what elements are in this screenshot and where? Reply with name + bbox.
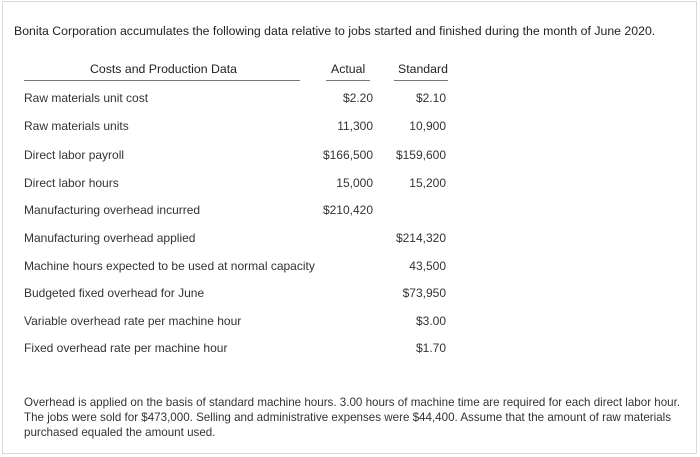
- table-row: [0, 286, 700, 302]
- row-standard-value: 43,500: [409, 259, 446, 273]
- table-row: [0, 259, 700, 275]
- problem-note: Overhead is applied on the basis of standard machine hours. 3.00 hours of machine time are required for each direct labor hour. The jobs were sold for $473,000. Selling and administrative expenses were $44,400. Assume that the amount of raw materials purchased equaled the amount used.: [24, 396, 681, 439]
- row-label: Budgeted fixed overhead for June: [24, 286, 205, 300]
- table-row: [0, 341, 700, 357]
- table-row: [0, 314, 700, 330]
- row-label: Manufacturing overhead applied: [24, 231, 196, 245]
- row-actual-value: $166,500: [322, 148, 373, 162]
- table-row: [0, 231, 700, 247]
- row-standard-value: $214,320: [395, 231, 446, 245]
- table-row: [0, 176, 700, 192]
- row-standard-value: $3.00: [415, 314, 446, 328]
- row-label: Fixed overhead rate per machine hour: [24, 341, 228, 355]
- row-standard-value: 15,200: [409, 176, 446, 190]
- header-underline-costs: [24, 80, 300, 81]
- row-label: Direct labor payroll: [24, 148, 125, 162]
- header-costs: Costs and Production Data: [90, 62, 237, 76]
- row-actual-value: 11,300: [337, 119, 373, 133]
- row-label: Variable overhead rate per machine hour: [24, 314, 242, 328]
- row-actual-value: $210,420: [322, 203, 373, 217]
- header-underline-standard: [394, 80, 448, 81]
- row-actual-value: 15,000: [336, 176, 373, 190]
- problem-intro: Bonita Corporation accumulates the following data relative to jobs started and finished during the month of June 2020.: [14, 24, 656, 38]
- header-underline-actual: [326, 80, 370, 81]
- row-label: Direct labor hours: [24, 176, 119, 190]
- row-label: Machine hours expected to be used at normal capacity: [24, 259, 315, 273]
- header-actual: Actual: [331, 62, 366, 76]
- table-row: [0, 91, 700, 107]
- header-standard: Standard: [398, 62, 448, 76]
- table-row: [0, 148, 700, 164]
- table-row: [0, 203, 700, 219]
- row-standard-value: $2.10: [415, 91, 446, 105]
- row-label: Manufacturing overhead incurred: [24, 203, 201, 217]
- row-label: Raw materials units: [24, 119, 129, 133]
- row-standard-value: $73,950: [402, 286, 446, 300]
- row-standard-value: $1.70: [415, 341, 446, 355]
- row-actual-value: $2.20: [342, 91, 373, 105]
- table-row: [0, 119, 700, 135]
- row-standard-value: $159,600: [395, 148, 446, 162]
- row-standard-value: 10,900: [409, 119, 446, 133]
- row-label: Raw materials unit cost: [24, 91, 149, 105]
